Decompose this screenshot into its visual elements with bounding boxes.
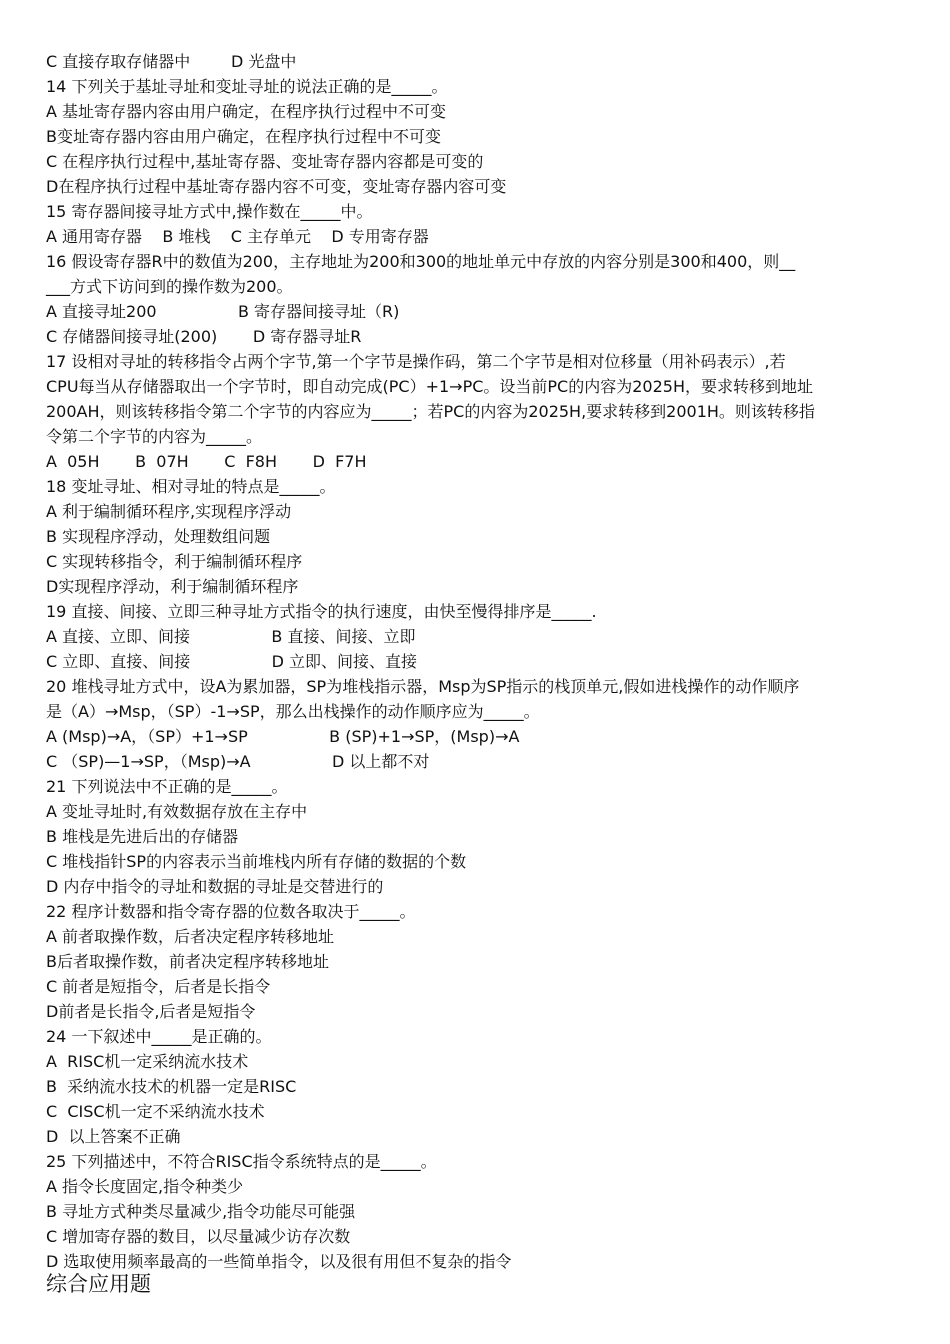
question-16: 16 假设寄存器R中的数值为200，主存地址为200和300的地址单元中存放的内容分别是300和400，则__ [46,252,796,271]
text-line: CPU每当从存储器取出一个字节时，即自动完成(PC）+1→PC。设当前PC的内容为2025H，要求转移到地址 [46,377,813,396]
option-line: B变址寄存器内容由用户确定，在程序执行过程中不可变 [46,127,441,146]
option-line: C 堆栈指针SP的内容表示当前堆栈内所有存储的数据的个数 [46,852,467,871]
option-line: A 指令长度固定,指令种类少 [46,1177,244,1196]
text-line: 200AH，则该转移指令第二个字节的内容应为_____；若PC的内容为2025H,要求转移到2001H。则该转移指 [46,402,815,421]
option-line: B 寻址方式种类尽量减少,指令功能尽可能强 [46,1202,356,1221]
question-19: 19 直接、间接、立即三种寻址方式指令的执行速度，由快至慢得排序是_____. [46,602,597,621]
option-line: C 在程序执行过程中,基址寄存器、变址寄存器内容都是可变的 [46,152,484,171]
option-line: D 内存中指令的寻址和数据的寻址是交替进行的 [46,877,384,896]
option-line: B后者取操作数，前者决定程序转移地址 [46,952,329,971]
text-line: 是（A）→Msp，（SP）-1→SP，那么出栈操作的动作顺序应为_____。 [46,702,540,721]
question-18: 18 变址寻址、相对寻址的特点是_____。 [46,477,336,496]
question-15: 15 寄存器间接寻址方式中,操作数在_____中。 [46,202,373,221]
option-line: C CISC机一定不采纳流水技术 [46,1102,265,1121]
option-line: C 增加寄存器的数目，以尽量减少访存次数 [46,1227,351,1246]
option-line: A 变址寻址时,有效数据存放在主存中 [46,802,308,821]
option-line: C （SP)—1→SP，（Msp)→A D 以上都不对 [46,752,430,771]
text-line: ___方式下访问到的操作数为200。 [46,277,293,296]
question-22: 22 程序计数器和指令寄存器的位数各取决于_____。 [46,902,416,921]
option-line: A 直接、立即、间接 B 直接、间接、立即 [46,627,416,646]
option-line: A 利于编制循环程序,实现程序浮动 [46,502,292,521]
option-line: A 直接寻址200 B 寄存器间接寻址（R) [46,302,400,321]
option-line: A 基址寄存器内容由用户确定，在程序执行过程中不可变 [46,102,447,121]
text-line: 令第二个字节的内容为_____。 [46,427,263,446]
option-line: C 前者是短指令，后者是长指令 [46,977,271,996]
option-line: C 存储器间接寻址(200) D 寄存器寻址R [46,327,362,346]
question-21: 21 下列说法中不正确的是_____。 [46,777,288,796]
option-line: C 实现转移指令，利于编制循环程序 [46,552,303,571]
question-24: 24 一下叙述中_____是正确的。 [46,1027,272,1046]
option-line: C 立即、直接、间接 D 立即、间接、直接 [46,652,418,671]
option-line: D实现程序浮动，利于编制循环程序 [46,577,299,596]
option-line: A 前者取操作数，后者决定程序转移地址 [46,927,335,946]
option-line: D 选取使用频率最高的一些简单指令，以及很有用但不复杂的指令 [46,1252,512,1271]
question-14: 14 下列关于基址寻址和变址寻址的说法正确的是_____。 [46,77,448,96]
text-line: C 直接存取存储器中 D 光盘中 [46,52,297,71]
option-line: A RISC机一定采纳流水技术 [46,1052,249,1071]
option-line: A (Msp)→A，（SP）+1→SP B (SP)+1→SP，(Msp)→A [46,727,520,746]
option-line: A 05H B 07H C F8H D F7H [46,452,367,471]
option-line: D在程序执行过程中基址寄存器内容不可变，变址寄存器内容可变 [46,177,507,196]
option-line: D前者是长指令,后者是短指令 [46,1002,256,1021]
section-heading: 综合应用题 [46,1272,151,1296]
question-25: 25 下列描述中，不符合RISC指令系统特点的是_____。 [46,1152,437,1171]
question-17: 17 设相对寻址的转移指令占两个字节,第一个字节是操作码，第二个字节是相对位移量（用补码表示）,若 [46,352,786,371]
option-line: B 实现程序浮动，处理数组问题 [46,527,271,546]
option-line: A 通用寄存器 B 堆栈 C 主存单元 D 专用寄存器 [46,227,429,246]
option-line: D 以上答案不正确 [46,1127,181,1146]
option-line: B 堆栈是先进后出的存储器 [46,827,239,846]
option-line: B 采纳流水技术的机器一定是RISC [46,1077,297,1096]
question-20: 20 堆栈寻址方式中，设A为累加器，SP为堆栈指示器，Msp为SP指示的栈顶单元,假如进栈操作的动作顺序 [46,677,800,696]
